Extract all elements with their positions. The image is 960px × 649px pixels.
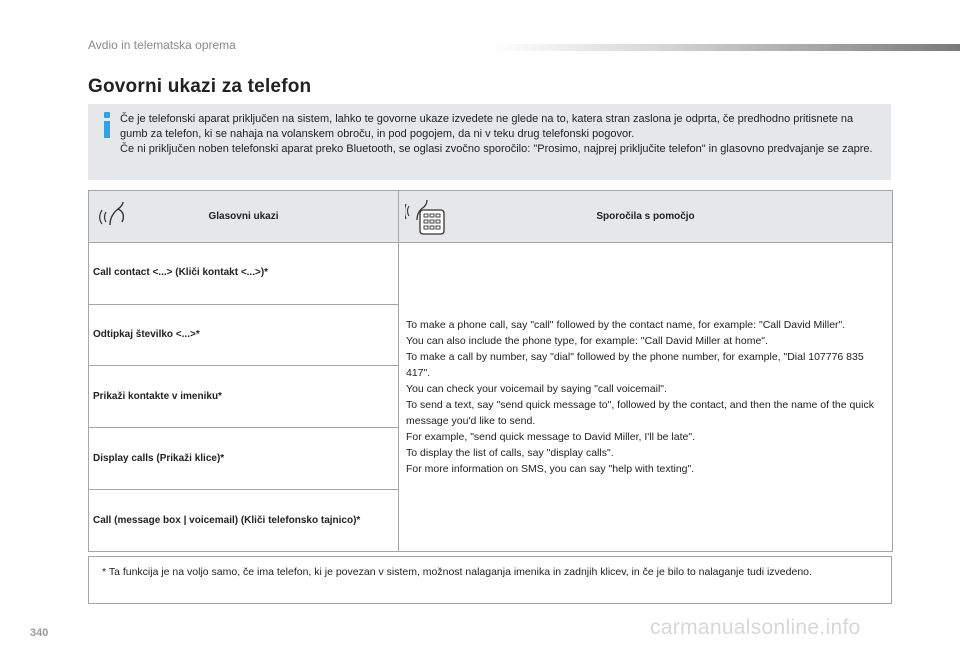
page-number: 340 xyxy=(30,627,49,639)
table-header-row xyxy=(89,191,893,243)
info-icon-bar xyxy=(104,121,110,138)
help-line: For example, "send quick message to David Miller, I'll be late". xyxy=(406,430,696,443)
voice-commands-table xyxy=(88,190,893,552)
help-line: To make a phone call, say "call" followed by the contact name, for example: "Call David Miller". xyxy=(406,318,846,331)
footnote-text: * Ta funkcija je na voljo samo, če ima telefon, ki je povezan v sistem, možnost nalaganja imenika in zadnjih klicev, in če je bilo to nalaganje tudi izvedeno. xyxy=(102,566,812,578)
header-help-messages xyxy=(399,191,893,243)
help-cell xyxy=(399,242,893,551)
info-text xyxy=(120,112,880,157)
help-line: For more information on SMS, you can say "help with texting". xyxy=(406,462,695,475)
command-cell: Display calls (Prikaži klice)* xyxy=(89,428,399,490)
command-cell: Odtipkaj številko <...>* xyxy=(89,304,399,366)
command-cell: Call (message box | voicemail) (Kliči telefonsko tajnico)* xyxy=(89,490,399,552)
help-line: To display the list of calls, say "display calls". xyxy=(406,446,614,459)
page-title: Govorni ukazi za telefon xyxy=(88,76,312,97)
phone-voice-icon xyxy=(405,198,447,236)
info-icon xyxy=(100,112,114,140)
help-line: You can check your voicemail by saying "call voicemail". xyxy=(406,382,667,395)
help-line: To make a call by number, say "dial" followed by the phone number, for example, "Dial 107776 835 417". xyxy=(406,350,864,379)
info-paragraph: Če je telefonski aparat priključen na sistem, lahko te govorne ukaze izvedete ne glede na to, katera stran zaslona je odprta, če predhodno pritisnete na gumb za telefon, ki se nahaja na volanskem obroču, in pod pogojem, da ni v teku drug telefonski pogovor. xyxy=(120,113,854,140)
command-cell: Prikaži kontakte v imeniku* xyxy=(89,366,399,428)
header-voice-commands xyxy=(89,191,399,243)
header-help-messages-label: Sporočila s pomočjo xyxy=(596,210,695,222)
info-icon-dot xyxy=(104,112,110,118)
table-row xyxy=(89,242,893,304)
header-voice-commands-label: Glasovni ukazi xyxy=(208,210,279,222)
command-cell: Call contact <...> (Kliči kontakt <...>)* xyxy=(89,242,399,304)
header-gradient-bar xyxy=(490,44,960,51)
voice-command-icon xyxy=(97,198,131,232)
info-paragraph: Če ni priključen noben telefonski aparat preko Bluetooth, se oglasi zvočno sporočilo: "Prosimo, najprej priključite telefon" in glasovno predvajanje se zapre. xyxy=(120,143,873,155)
help-line: To send a text, say "send quick message to", followed by the contact, and then the name of the quick message you'd like to send. xyxy=(406,398,874,427)
section-header: Avdio in telematska oprema xyxy=(88,38,236,52)
help-line: You can also include the phone type, for example: "Call David Miller at home". xyxy=(406,334,768,347)
watermark: carmanualsonline.info xyxy=(650,616,861,639)
